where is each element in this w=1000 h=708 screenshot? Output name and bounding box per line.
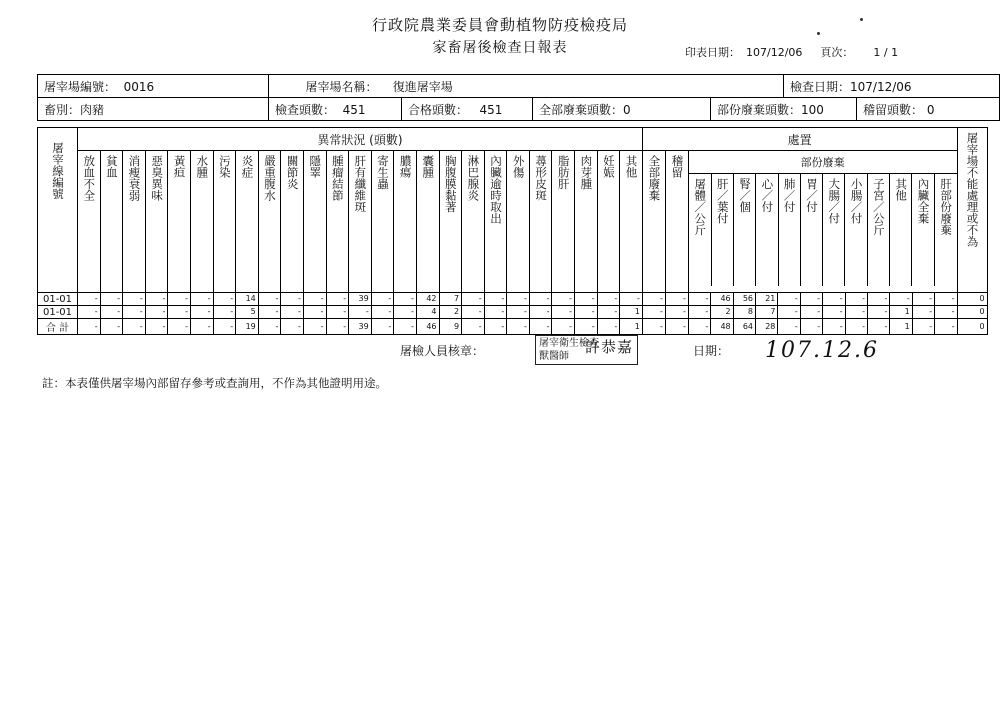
partial-condemn-group <box>688 151 957 293</box>
table-cell: - <box>529 306 552 319</box>
agency-title: 行政院農業委員會動植物防疫檢疫局 <box>371 16 628 34</box>
table-cell: - <box>258 306 281 319</box>
inspection-table <box>37 127 988 335</box>
table-cell: - <box>394 293 417 306</box>
abnormal-header: 異常狀況 (頭數) <box>78 128 643 151</box>
table-cell: - <box>303 306 326 319</box>
column-header-label: 蕁形皮斑 <box>534 155 549 201</box>
table-cell: - <box>190 293 213 306</box>
table-cell: - <box>552 319 575 335</box>
table-cell: - <box>778 319 800 335</box>
table-cell: - <box>597 319 620 335</box>
table-row <box>38 306 988 319</box>
table-cell: - <box>281 319 304 335</box>
column-header <box>439 151 462 293</box>
stamp-line1: 屠宰衛生檢查 <box>539 338 599 349</box>
column-header-label: 貧血 <box>104 155 119 178</box>
partial-header: 部份廢棄 <box>689 151 957 174</box>
column-header <box>845 174 867 287</box>
table-cell: - <box>552 306 575 319</box>
table-cell: - <box>484 293 507 306</box>
table-cell: - <box>258 293 281 306</box>
full-condemn-label: 全部廢棄頭數： <box>539 102 624 117</box>
column-header-label: 水腫 <box>195 155 210 178</box>
print-date: 107/12/06 <box>746 46 803 59</box>
plant-no-label: 屠宰場編號： <box>44 79 117 94</box>
column-header-label: 大腸／付 <box>827 178 842 224</box>
column-header <box>349 151 372 293</box>
table-cell: - <box>190 319 213 335</box>
table-cell: - <box>303 319 326 335</box>
column-header-label: 寄生蟲 <box>376 155 391 190</box>
table-cell: - <box>778 293 800 306</box>
table-cell: - <box>935 319 957 335</box>
column-header-label: 胸腹膜黏著 <box>443 155 458 213</box>
table-cell: - <box>867 293 889 306</box>
column-header <box>258 151 281 293</box>
column-header <box>756 174 778 287</box>
table-cell: - <box>168 293 191 306</box>
column-header <box>529 151 552 293</box>
table-cell: - <box>597 293 620 306</box>
passed-cell <box>402 98 533 121</box>
page-number: 1 / 1 <box>873 46 899 59</box>
column-header <box>168 151 191 293</box>
table-cell: - <box>100 306 123 319</box>
table-cell: - <box>912 293 934 306</box>
table-cell: 0 <box>957 306 987 319</box>
table-cell: - <box>575 319 598 335</box>
plant-no-cell <box>38 75 269 98</box>
table-cell: - <box>462 306 485 319</box>
table-cell: 2 <box>711 306 733 319</box>
column-header-label: 淋巴腺炎 <box>466 155 481 201</box>
table-cell: - <box>462 319 485 335</box>
column-header <box>507 151 530 293</box>
column-header <box>303 151 326 293</box>
column-header-label: 腫瘤結節 <box>330 155 345 201</box>
page-label: 頁次： <box>820 46 854 59</box>
print-date-label: 印表日期： <box>685 46 740 59</box>
full-condemn-cell <box>533 98 711 121</box>
column-header <box>934 174 956 287</box>
column-header-label: 脂肪肝 <box>556 155 571 190</box>
plant-no: 0016 <box>123 79 155 94</box>
table-cell: - <box>665 306 688 319</box>
print-info <box>685 44 904 60</box>
column-header-label: 肉芽腫 <box>579 155 594 190</box>
species: 肉豬 <box>80 102 105 117</box>
table-cell: 0 <box>957 293 987 306</box>
column-header <box>145 151 168 293</box>
table-cell: - <box>575 306 598 319</box>
column-header-label: 肝有纖維斑 <box>353 155 368 213</box>
table-cell: - <box>665 293 688 306</box>
column-header-label: 稽留 <box>670 155 685 178</box>
column-header <box>778 174 800 287</box>
table-cell: - <box>326 319 349 335</box>
table-cell: 0 <box>957 319 987 335</box>
column-header <box>281 151 304 293</box>
table-cell: 2 <box>439 306 462 319</box>
column-header <box>213 151 236 293</box>
table-cell: 39 <box>349 319 372 335</box>
table-cell: 56 <box>733 293 755 306</box>
species-cell <box>38 98 269 121</box>
table-cell: - <box>213 293 236 306</box>
table-cell: - <box>935 306 957 319</box>
detained-cell <box>857 98 1000 121</box>
disposal-header: 處置 <box>642 128 957 151</box>
table-cell: 46 <box>416 319 439 335</box>
footnote: 註：本表僅供屠宰場內部留存參考或查詢用，不作為其他證明用途。 <box>42 376 387 390</box>
table-cell: 4 <box>416 306 439 319</box>
column-header <box>484 151 507 293</box>
table-cell: - <box>100 293 123 306</box>
column-header-label: 關節炎 <box>285 155 300 190</box>
column-header <box>100 151 123 293</box>
table-cell: - <box>281 306 304 319</box>
table-cell: - <box>78 306 101 319</box>
column-header <box>78 151 101 293</box>
column-header <box>823 174 845 287</box>
table-cell: - <box>190 306 213 319</box>
column-header-label: 小腸／付 <box>849 178 864 224</box>
column-header <box>867 174 889 287</box>
stamp-name: 許恭嘉 <box>584 338 633 356</box>
table-cell: 46 <box>711 293 733 306</box>
table-cell: - <box>326 293 349 306</box>
column-header <box>326 151 349 293</box>
column-header <box>552 151 575 293</box>
plant-name-label: 屠宰場名稱： <box>305 79 378 94</box>
table-cell: 39 <box>349 293 372 306</box>
table-cell: - <box>935 293 957 306</box>
table-cell: 9 <box>439 319 462 335</box>
column-header <box>642 151 665 293</box>
table-cell: - <box>642 319 665 335</box>
passed-label: 合格頭數： <box>408 102 469 117</box>
table-cell: 1 <box>620 306 643 319</box>
column-header <box>394 151 417 293</box>
table-cell: - <box>484 319 507 335</box>
table-cell: - <box>326 306 349 319</box>
table-cell: - <box>371 306 394 319</box>
inspected-count: 451 <box>342 102 366 117</box>
table-cell: - <box>552 293 575 306</box>
column-header-label: 內臟逾時取出 <box>488 155 503 224</box>
column-header-label: 嚴重腹水 <box>263 155 278 201</box>
table-cell: - <box>800 319 822 335</box>
column-header-label: 腎／個 <box>738 178 753 213</box>
table-cell: - <box>845 293 867 306</box>
table-cell: 7 <box>756 306 778 319</box>
date-label: 日期： <box>693 344 730 358</box>
column-header <box>912 174 934 287</box>
column-header <box>123 151 146 293</box>
last-col-header: 屠宰場不能處理或不為 <box>965 132 980 247</box>
column-header-label: 屠體／公斤 <box>693 178 708 236</box>
stamp-line2: 獸醫師 <box>539 351 569 362</box>
table-cell: - <box>100 319 123 335</box>
line-no-header: 屠宰線編號 <box>51 142 65 200</box>
column-header-label: 膿瘍 <box>398 155 413 178</box>
table-cell: - <box>620 293 643 306</box>
table-cell: - <box>281 293 304 306</box>
table-cell: 19 <box>236 319 259 335</box>
table-cell: - <box>800 306 822 319</box>
report-title: 家畜屠後檢查日報表 <box>432 40 568 56</box>
column-header <box>236 151 259 293</box>
table-cell: - <box>507 319 530 335</box>
partial-condemn-count: 100 <box>801 102 824 117</box>
table-cell: - <box>597 306 620 319</box>
column-header <box>733 174 755 287</box>
column-header-label: 外傷 <box>511 155 526 178</box>
column-header <box>689 174 711 287</box>
table-cell: - <box>484 306 507 319</box>
detained-label: 稽留頭數： <box>863 102 924 117</box>
table-cell: - <box>303 293 326 306</box>
column-header-label: 惡臭異味 <box>150 155 165 201</box>
table-cell: 48 <box>711 319 733 335</box>
table-cell: - <box>145 319 168 335</box>
column-header-label: 妊娠 <box>601 155 616 178</box>
partial-condemn-cell <box>711 98 857 121</box>
table-cell: 14 <box>236 293 259 306</box>
table-cell: 5 <box>236 306 259 319</box>
scan-speck <box>817 32 820 35</box>
column-header <box>190 151 213 293</box>
column-header <box>597 151 620 293</box>
row-label: 合 計 <box>38 319 78 335</box>
table-cell: - <box>642 293 665 306</box>
table-cell: - <box>665 319 688 335</box>
inspect-date-cell <box>783 75 999 98</box>
table-cell: - <box>123 293 146 306</box>
table-cell: 42 <box>416 293 439 306</box>
column-header-label: 放血不全 <box>82 155 97 201</box>
column-header-label: 其他 <box>894 178 909 201</box>
column-header-label: 全部廢棄 <box>647 155 662 201</box>
report-info-table <box>37 74 1000 121</box>
full-condemn-count: 0 <box>623 102 631 117</box>
passed-count: 451 <box>479 102 503 117</box>
column-header-label: 子宮／公斤 <box>871 178 886 236</box>
column-header-label: 其他 <box>624 155 639 178</box>
scan-speck <box>860 18 863 21</box>
table-cell: - <box>529 293 552 306</box>
table-cell: - <box>778 306 800 319</box>
column-header-label: 肝部份廢棄 <box>939 178 954 236</box>
row-label: 01-01 <box>38 293 78 306</box>
inspect-date-label: 檢查日期： <box>789 79 850 94</box>
table-cell: - <box>912 319 934 335</box>
column-header-label: 囊腫 <box>421 155 436 178</box>
column-header-label: 內臟全棄 <box>916 178 931 224</box>
table-cell: - <box>168 306 191 319</box>
table-cell: - <box>371 293 394 306</box>
table-cell: - <box>642 306 665 319</box>
table-cell: 7 <box>439 293 462 306</box>
table-cell: - <box>213 306 236 319</box>
inspected-label: 檢查頭數： <box>275 102 336 117</box>
handwritten-date: 107.12.6 <box>765 338 879 363</box>
table-cell: - <box>529 319 552 335</box>
inspected-cell <box>269 98 402 121</box>
column-header <box>575 151 598 293</box>
inspector-stamp <box>535 335 638 365</box>
plant-name-cell <box>269 75 784 98</box>
table-cell: - <box>371 319 394 335</box>
column-header-label: 心／付 <box>760 178 775 213</box>
column-header <box>890 174 912 287</box>
table-cell: - <box>867 306 889 319</box>
table-cell: - <box>123 306 146 319</box>
table-cell: 28 <box>756 319 778 335</box>
table-cell: 1 <box>890 319 912 335</box>
detained-count: 0 <box>926 102 935 117</box>
column-header-label: 隱睪 <box>308 155 323 178</box>
column-header-label: 炎症 <box>240 155 255 178</box>
table-cell: - <box>462 293 485 306</box>
partial-condemn-label: 部份廢棄頭數： <box>717 102 802 117</box>
table-cell: - <box>867 319 889 335</box>
inspector-label: 屠檢人員核章： <box>400 344 485 358</box>
table-cell: - <box>258 319 281 335</box>
column-header <box>462 151 485 293</box>
table-cell: 8 <box>733 306 755 319</box>
column-header-label: 黃疸 <box>172 155 187 178</box>
table-cell: - <box>823 293 845 306</box>
table-cell: - <box>168 319 191 335</box>
column-header <box>800 174 822 287</box>
table-cell: 1 <box>620 319 643 335</box>
table-row <box>38 319 988 335</box>
table-cell: - <box>688 306 710 319</box>
column-header <box>665 151 688 293</box>
line-no-header-cell <box>38 128 78 293</box>
last-col-header-cell <box>957 128 987 293</box>
table-cell: - <box>800 293 822 306</box>
table-cell: 21 <box>756 293 778 306</box>
column-header-label: 肝／葉付 <box>715 178 730 224</box>
inspect-date: 107/12/06 <box>850 79 912 94</box>
column-header <box>711 174 733 287</box>
table-cell: - <box>845 319 867 335</box>
species-label: 畜別： <box>44 102 81 117</box>
column-header-label: 胃／付 <box>804 178 819 213</box>
table-cell: - <box>213 319 236 335</box>
table-cell: - <box>394 319 417 335</box>
table-cell: - <box>507 306 530 319</box>
table-cell: 64 <box>733 319 755 335</box>
table-cell: - <box>145 293 168 306</box>
table-cell: - <box>394 306 417 319</box>
table-cell: - <box>823 306 845 319</box>
column-header <box>416 151 439 293</box>
table-cell: - <box>823 319 845 335</box>
table-cell: - <box>845 306 867 319</box>
column-header <box>620 151 643 293</box>
table-cell: - <box>688 293 710 306</box>
plant-name: 復進屠宰場 <box>392 79 453 94</box>
row-label: 01-01 <box>38 306 78 319</box>
table-cell: - <box>507 293 530 306</box>
table-cell: - <box>123 319 146 335</box>
column-header-label: 消瘦衰弱 <box>127 155 142 201</box>
table-cell: - <box>688 319 710 335</box>
table-cell: - <box>349 306 372 319</box>
table-cell: - <box>575 293 598 306</box>
table-cell: - <box>145 306 168 319</box>
table-cell: - <box>78 319 101 335</box>
table-cell: - <box>912 306 934 319</box>
table-cell: 1 <box>890 306 912 319</box>
column-header <box>371 151 394 293</box>
table-cell: - <box>890 293 912 306</box>
column-header-label: 肺／付 <box>782 178 797 213</box>
column-header-label: 污染 <box>217 155 232 178</box>
table-cell: - <box>78 293 101 306</box>
table-row <box>38 293 988 306</box>
